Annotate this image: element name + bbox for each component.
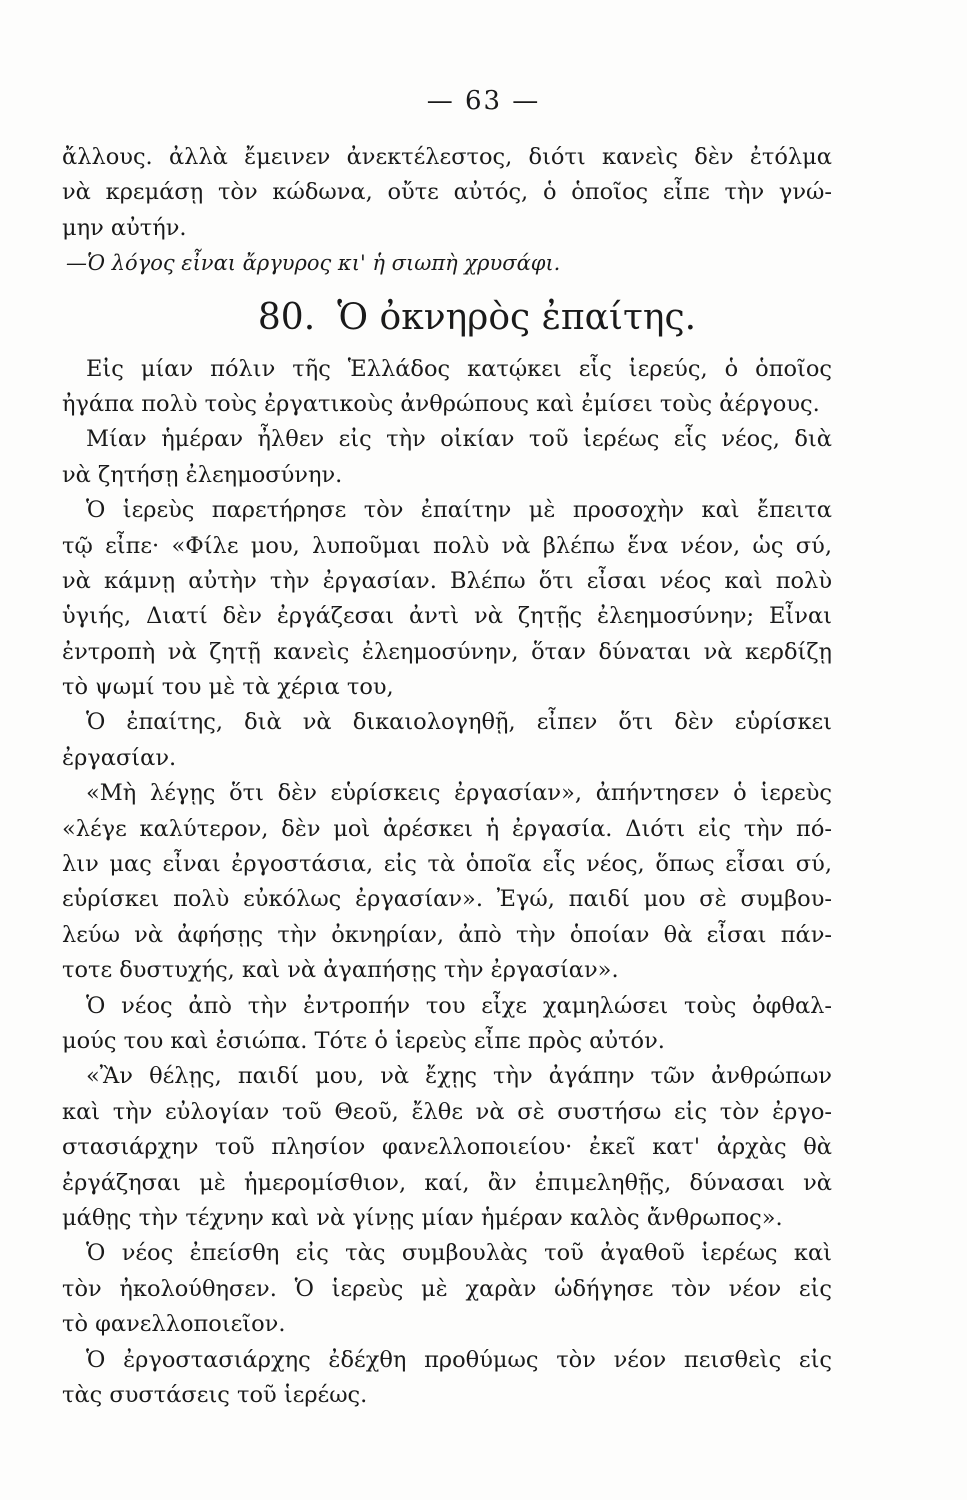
text-line: ἄλλους. ἀλλὰ ἔμεινεν ἀνεκτέλεστος, διότι κανεὶς δὲν ἐτόλμα	[62, 144, 832, 170]
story-text	[62, 352, 832, 1414]
text-line: νὰ ζητήσῃ ἐλεημοσύνην.	[62, 461, 343, 488]
text-line: Εἰς μίαν πόλιν τῆς Ἑλλάδος κατῴκει εἷς ἱερεύς, ὁ ὁποῖος	[86, 355, 832, 382]
text-line: «λέγε καλύτερον, δὲν μοὶ ἀρέσκει ἡ ἐργασία. Διότι εἰς τὴν πό-	[62, 815, 832, 842]
text-line: τὸν ἠκολούθησεν. Ὁ ἱερεὺς μὲ χαρὰν ὡδήγησε τὸν νέον εἰς	[62, 1275, 832, 1302]
text-line: Μίαν ἡμέραν ἦλθεν εἰς τὴν οἰκίαν τοῦ ἱερέως εἷς νέος, διὰ	[86, 426, 832, 453]
text-line: τοτε δυστυχής, καὶ νὰ ἀγαπήσῃς τὴν ἐργασίαν».	[62, 957, 619, 984]
section-number: 80.	[257, 296, 316, 338]
page-body	[62, 140, 832, 1413]
page-number: — 63 —	[426, 86, 541, 116]
text-line: «Μὴ λέγῃς ὅτι δὲν εὑρίσκεις ἐργασίαν», ἀπήντησεν ὁ ἱερεὺς	[86, 780, 832, 807]
text-line: καὶ τὴν εὐλογίαν τοῦ Θεοῦ, ἔλθε νὰ σὲ συστήσω εἰς τὸν ἐργο-	[62, 1098, 832, 1125]
text-line: νὰ κρεμάσῃ τὸν κώδωνα, οὔτε αὐτός, ὁ ὁποῖος εἶπε τὴν γνώ-	[62, 179, 832, 206]
text-line: Ὁ ἐπαίτης, διὰ νὰ δικαιολογηθῇ, εἶπεν ὅτι δὲν εὑρίσκει	[86, 709, 832, 736]
text-line: Ὁ νέος ἀπὸ τὴν ἐντροπήν του εἶχε χαμηλώσει τοὺς ὀφθαλ-	[86, 992, 832, 1019]
text-line: τὸ ψωμί του μὲ τὰ χέρια του,	[62, 674, 394, 701]
text-line: «Ἂν θέλῃς, παιδί μου, νὰ ἔχῃς τὴν ἀγάπην τῶν ἀνθρώπων	[86, 1063, 832, 1090]
text-line: στασιάρχην τοῦ πλησίον φανελλοποιείου· ἐκεῖ κατ' ἀρχὰς θὰ	[62, 1134, 832, 1161]
text-line: εὑρίσκει πολὺ εὐκόλως ἐργασίαν». Ἐγώ, παιδί μου σὲ συμβου-	[62, 886, 832, 913]
text-line: ἐντροπὴ νὰ ζητῇ κανεὶς ἐλεημοσύνην, ὅταν δύναται νὰ κερδίζῃ	[62, 638, 832, 665]
text-line: Ὁ ἱερεὺς παρετήρησε τὸν ἐπαίτην μὲ προσοχὴν καὶ ἔπειτα	[86, 497, 832, 524]
text-line: τῷ εἶπε· «Φίλε μου, λυποῦμαι πολὺ νὰ βλέπω ἕνα νέον, ὡς σύ,	[62, 532, 832, 559]
text-line: ὑγιής, Διατί δὲν ἐργάζεσαι ἀντὶ νὰ ζητῇς ἐλεημοσύνην; Εἶναι	[62, 603, 832, 630]
text-line: Ὁ νέος ἐπείσθη εἰς τὰς συμβουλὰς τοῦ ἀγαθοῦ ἱερέως καὶ	[86, 1240, 832, 1267]
text-line: ἐργασίαν.	[62, 744, 177, 771]
text-line: μην αὐτήν.	[62, 214, 187, 241]
text-line: ἐργάζησαι μὲ ἡμερομίσθιον, καί, ἂν ἐπιμεληθῇς, δύνασαι νὰ	[62, 1169, 832, 1196]
proverb-line: —Ὁ λόγος εἶναι ἄργυρος κι' ἡ σιωπὴ χρυσάφι.	[66, 251, 561, 276]
text-line: Ὁ ἐργοστασιάρχης ἐδέχθη προθύμως τὸν νέον πεισθεὶς εἰς	[86, 1346, 832, 1373]
text-line: νὰ κάμνῃ αὐτὴν τὴν ἐργασίαν. Βλέπω ὅτι εἶσαι νέος καὶ πολὺ	[62, 567, 832, 594]
text-line: τὰς συστάσεις τοῦ ἱερέως.	[62, 1381, 368, 1408]
text-line: τὸ φανελλοποιεῖον.	[62, 1311, 286, 1338]
text-line: ἠγάπα πολὺ τοὺς ἐργατικοὺς ἀνθρώπους καὶ ἐμίσει τοὺς ἀέργους.	[62, 390, 820, 417]
section-title: Ὁ ὀκνηρὸς ἐπαίτης.	[337, 296, 697, 338]
text-line: λιν μας εἶναι ἐργοστάσια, εἰς τὰ ὁποῖα εἷς νέος, ὅπως εἶσαι σύ,	[62, 851, 832, 878]
text-line: μάθῃς τὴν τέχνην καὶ νὰ γίνῃς μίαν ἡμέραν καλὸς ἄνθρωπος».	[62, 1204, 783, 1231]
section-heading	[62, 288, 832, 348]
text-line: λεύω νὰ ἀφήσῃς τὴν ὀκνηρίαν, ἀπὸ τὴν ὁποίαν θὰ εἶσαι πάν-	[62, 921, 832, 948]
text-line: μούς του καὶ ἐσιώπα. Τότε ὁ ἱερεὺς εἶπε πρὸς αὐτόν.	[62, 1027, 665, 1054]
